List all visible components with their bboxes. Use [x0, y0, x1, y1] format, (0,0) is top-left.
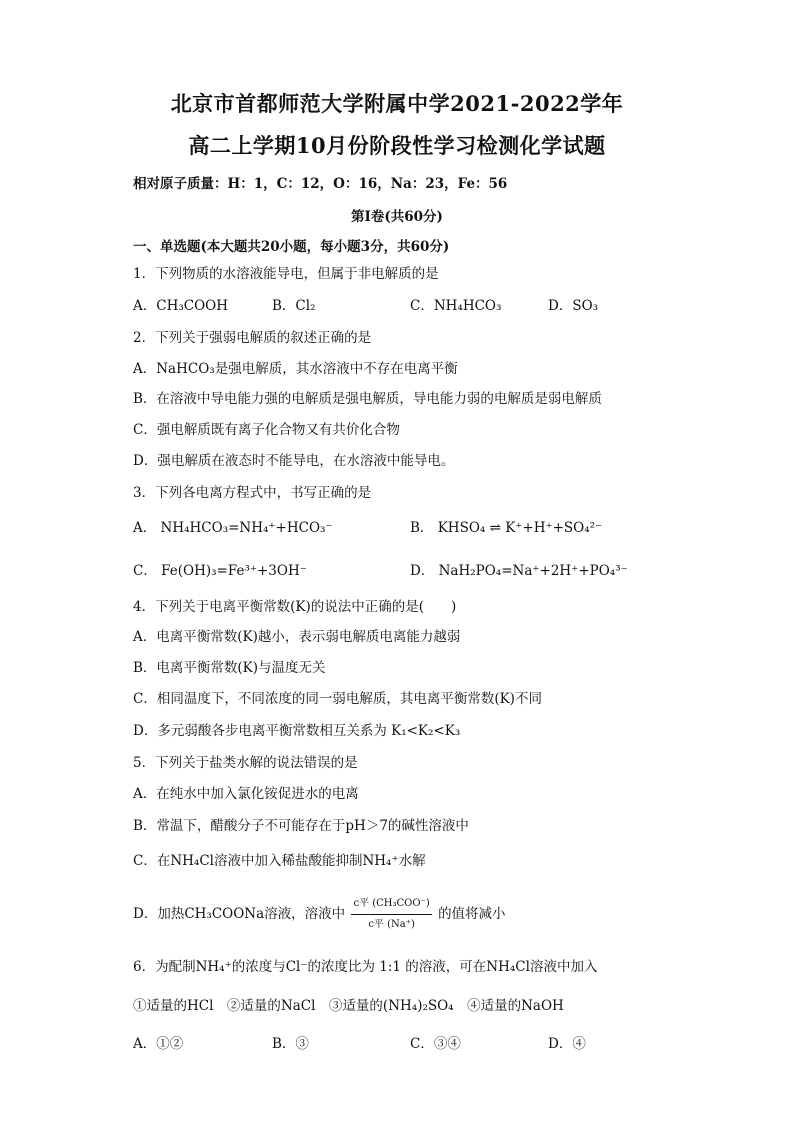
concentration-ratio-fraction — [351, 895, 431, 934]
question-4-option-a: A．电离平衡常数(K)越小，表示弱电解质电离能力越弱 — [133, 629, 461, 645]
fraction-denominator: c平 (Na⁺) — [368, 919, 415, 930]
section-heading: 一、单选题(本大题共20小题，每小题3分，共60分) — [133, 239, 450, 255]
question-3-stem: 3．下列各电离方程式中，书写正确的是 — [133, 485, 372, 501]
question-1-option-b: B．Cl₂ — [272, 298, 316, 314]
question-5-option-b: B．常温下，醋酸分子不可能存在于pH＞7的碱性溶液中 — [133, 818, 469, 834]
question-1-stem: 1．下列物质的水溶液能导电，但属于非电解质的是 — [133, 266, 439, 282]
question-5-option-d-suffix: 的值将减小 — [438, 906, 506, 922]
volume-heading: 第Ⅰ卷(共60分) — [351, 209, 443, 225]
question-6-option-a: A．①② — [133, 1036, 184, 1052]
question-4-option-b: B．电离平衡常数(K)与温度无关 — [133, 660, 326, 676]
question-1-option-c: C．NH₄HCO₃ — [410, 298, 502, 314]
question-6-stem: 6．为配制NH₄⁺的浓度与Cl⁻的浓度比为 1:1 的溶液，可在NH₄Cl溶液中加入 — [133, 959, 598, 975]
question-2-option-d: D．强电解质在液态时不能导电，在水溶液中能导电。 — [133, 453, 455, 469]
question-3-option-d: D． NaH₂PO₄=Na⁺+2H⁺+PO₄³⁻ — [410, 563, 628, 579]
question-4-stem: 4．下列关于电离平衡常数(K)的说法中正确的是( ) — [133, 599, 457, 615]
question-1-option-a: A．CH₃COOH — [133, 298, 229, 314]
question-3-option-c: C． Fe(OH)₃=Fe³⁺+3OH⁻ — [133, 563, 307, 579]
atomic-mass-note: 相对原子质量：H：1，C：12，O：16，Na：23，Fe：56 — [133, 176, 508, 192]
question-4-option-d: D．多元弱酸各步电离平衡常数相互关系为 K₁<K₂<K₃ — [133, 723, 461, 739]
question-3-option-a: A． NH₄HCO₃=NH₄⁺+HCO₃⁻ — [133, 520, 333, 536]
question-6-option-b: B．③ — [272, 1036, 309, 1052]
question-5-option-c: C．在NH₄Cl溶液中加入稀盐酸能抑制NH₄⁺水解 — [133, 853, 426, 869]
question-6-option-d: D．④ — [548, 1036, 586, 1052]
question-2-option-a: A．NaHCO₃是强电解质，其水溶液中不存在电离平衡 — [133, 361, 458, 377]
question-4-option-c: C．相同温度下，不同浓度的同一弱电解质，其电离平衡常数(K)不同 — [133, 691, 542, 707]
question-2-stem: 2．下列关于强弱电解质的叙述正确的是 — [133, 330, 372, 346]
question-5-option-d — [133, 895, 506, 934]
fraction-numerator: c平 (CH₃COO⁻) — [351, 895, 431, 915]
question-5-stem: 5．下列关于盐类水解的说法错误的是 — [133, 755, 358, 771]
question-5-option-a: A．在纯水中加入氯化铵促进水的电离 — [133, 786, 359, 802]
question-6-items: ①适量的HCl ②适量的NaCl ③适量的(NH₄)₂SO₄ ④适量的NaOH — [133, 998, 564, 1014]
exam-title-line1: 北京市首都师范大学附属中学2021-2022学年 — [170, 91, 624, 116]
question-3-option-b: B． KHSO₄ ⇌ K⁺+H⁺+SO₄²⁻ — [410, 520, 603, 536]
question-5-option-d-prefix: D．加热CH₃COONa溶液，溶液中 — [133, 906, 346, 922]
question-2-option-c: C．强电解质既有离子化合物又有共价化合物 — [133, 422, 400, 438]
exam-title-line2: 高二上学期10月份阶段性学习检测化学试题 — [188, 133, 606, 158]
question-2-option-b: B．在溶液中导电能力强的电解质是强电解质，导电能力弱的电解质是弱电解质 — [133, 391, 602, 407]
question-1-option-d: D．SO₃ — [548, 298, 599, 314]
question-6-option-c: C．③④ — [410, 1036, 461, 1052]
